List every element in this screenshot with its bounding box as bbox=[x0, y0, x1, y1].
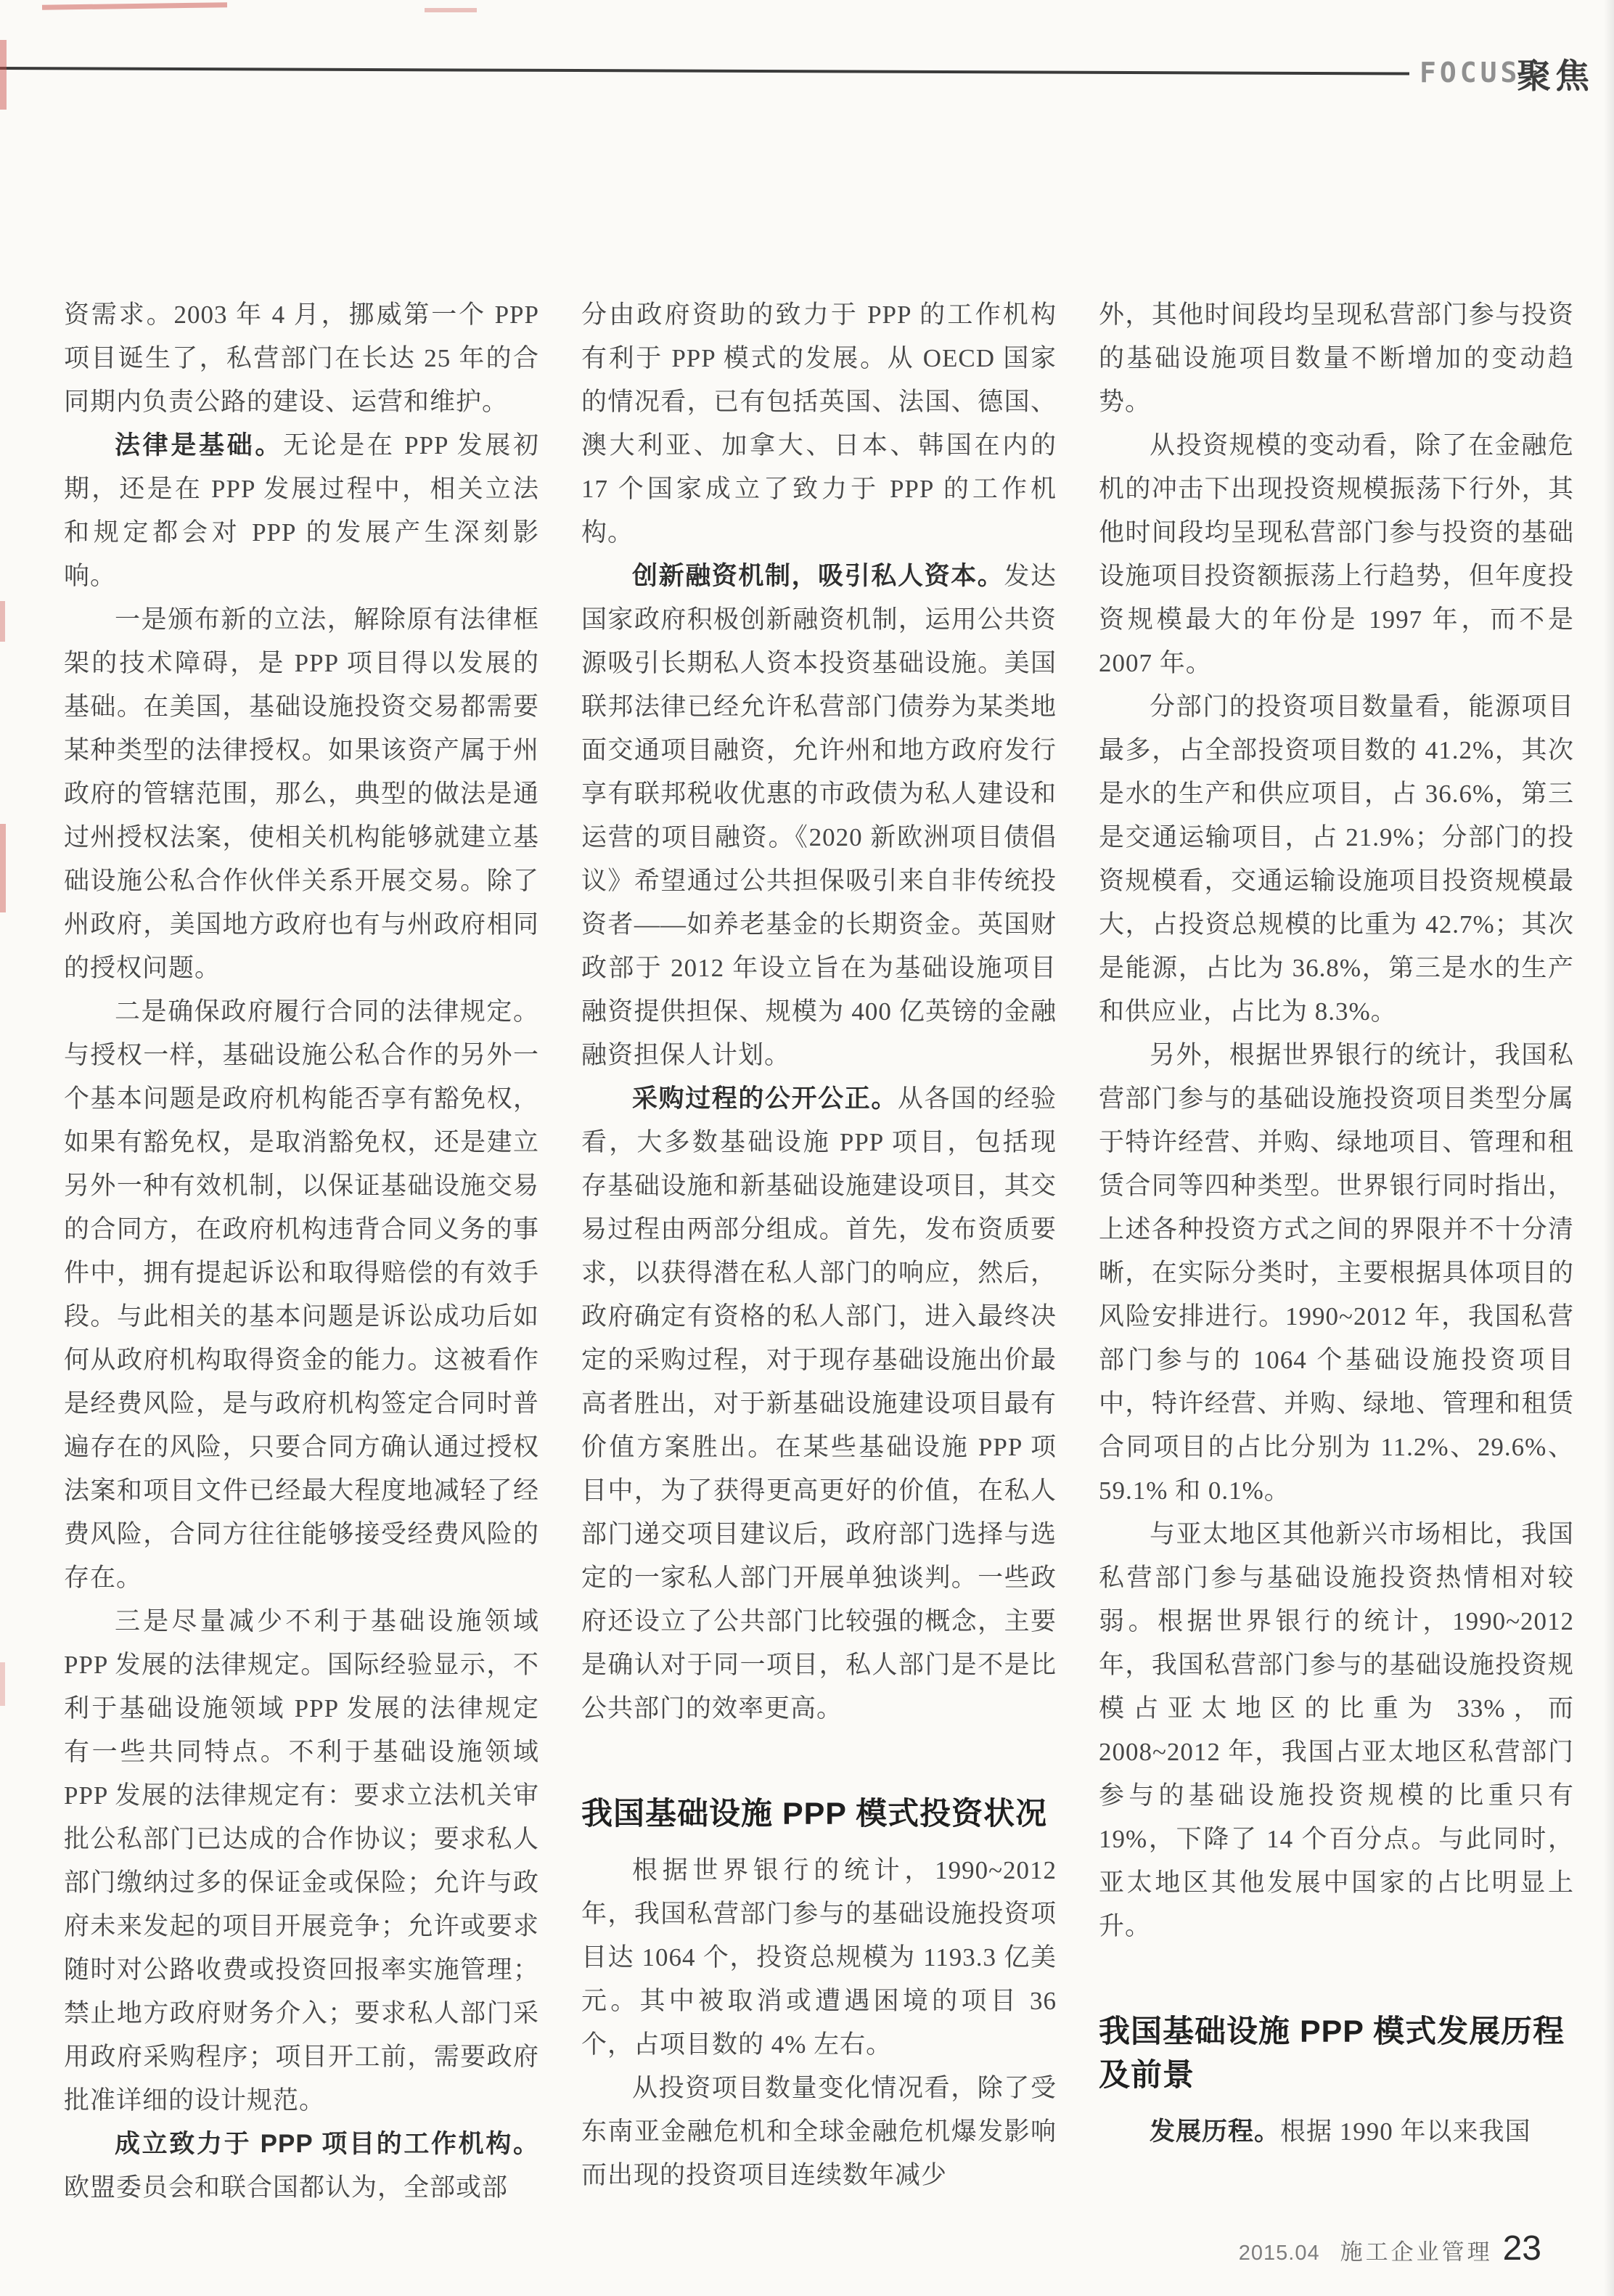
journal-title: 施工企业管理 bbox=[1340, 2239, 1493, 2265]
scan-artifact-left-3 bbox=[0, 824, 6, 912]
header-rule bbox=[0, 67, 1409, 75]
paragraph: 另外，根据世界银行的统计，我国私营部门参与的基础设施投资项目类型分属于特许经营、并购、绿地项目、管理和租赁合同等四种类型。世界银行同时指出，上述各种投资方式之间的界限并不十分清晰，在实际分类时，主要根据具体项目的风险安排进行。1990~2012 年，我国私营部门参与的 1064 个基础设施投资项目中，特许经营、并购、绿地、管理和租赁合同项目的占比分别为 11.2%、29.6%、59.1% 和 0.1%。 bbox=[1099, 1041, 1574, 1505]
paragraph: 一是颁布新的立法，解除原有法律框架的技术障碍，是 PPP 项目得以发展的基础。在美国，基础设施投资交易都需要某种类型的法律授权。如果该资产属于州政府的管辖范围，那么，典型的做法是通过州授权法案，使相关机构能够就建立基础设施公私合作伙伴关系开展交易。除了州政府，美国地方政府也有与州政府相同的授权问题。 bbox=[64, 605, 539, 982]
paragraph: 从投资规模的变动看，除了在金融危机的冲击下出现投资规模振荡下行外，其他时间段均呈现私营部门参与投资的基础设施项目投资额振荡上行趋势，但年度投资规模最大的年份是 1997 年，而不是 2007 年。 bbox=[1099, 431, 1574, 677]
paragraph: 与亚太地区其他新兴市场相比，我国私营部门参与基础设施投资热情相对较弱。根据世界银行的统计，1990~2012 年，我国私营部门参与的基础设施投资规模占亚太地区的比重为 33%，而 2008~2012 年，我国占亚太地区私营部门参与的基础设施投资规模的比重只有 19%，下降了 14 个百分点。与此同时，亚太地区其他发展中国家的占比明显上升。 bbox=[1099, 1520, 1574, 1940]
bold-lead-phrase: 创新融资机制，吸引私人资本。 bbox=[632, 562, 1004, 590]
paragraph: 成立致力于 PPP 项目的工作机构。欧盟委员会和联合国都认为，全部或部 bbox=[64, 2130, 539, 2202]
section-heading: 我国基础设施 PPP 模式投资状况 bbox=[581, 1797, 1048, 1831]
scan-edge-shadow bbox=[1604, 0, 1614, 2296]
scan-artifact-top bbox=[425, 8, 477, 12]
page-number: 23 bbox=[1502, 2229, 1541, 2268]
bold-lead-phrase: 发展历程。 bbox=[1150, 2117, 1281, 2146]
paragraph: 发展历程。根据 1990 年以来我国 bbox=[1150, 2117, 1531, 2146]
paragraph: 根据世界银行的统计，1990~2012 年，我国私营部门参与的基础设施投资项目达 1064 个，投资总规模为 1193.3 亿美元。其中被取消或遭遇困境的项目 36 个，占项目数的 4% 左右。 bbox=[581, 1856, 1057, 2059]
paragraph: 二是确保政府履行合同的法律规定。与授权一样，基础设施公私合作的另外一个基本问题是政府机构能否享有豁免权，如果有豁免权，是取消豁免权，还是建立另外一种有效机制，以保证基础设施交易的合同方，在政府机构违背合同义务的事件中，拥有提起诉讼和取得赔偿的有效手段。与此相关的基本问题是诉讼成功后如何从政府机构取得资金的能力。这被看作是经费风险，是与政府机构签定合同时普遍存在的风险，只要合同方确认通过授权法案和项目文件已经最大程度地减轻了经费风险，合同方往往能够接受经费风险的存在。 bbox=[64, 997, 539, 1592]
scan-artifact-left-4 bbox=[0, 1662, 5, 1706]
text-column-3 bbox=[1099, 293, 1574, 2210]
issue-number: 2015.04 bbox=[1238, 2242, 1320, 2265]
text-column-1 bbox=[64, 293, 539, 2210]
scan-artifact-left-2 bbox=[0, 601, 5, 642]
bold-lead-phrase: 采购过程的公开公正。 bbox=[632, 1084, 898, 1113]
section-heading: 我国基础设施 PPP 模式发展历程 及前景 bbox=[1099, 2014, 1565, 2093]
paragraph: 外，其他时间段均呈现私营部门参与投资的基础设施项目数量不断增加的变动趋势。 bbox=[1099, 301, 1574, 416]
bold-lead-phrase: 法律是基础。 bbox=[115, 431, 284, 459]
article-body bbox=[64, 293, 1574, 2210]
section-label-zh: 聚焦 bbox=[1517, 57, 1594, 95]
section-label-en: FOCUS bbox=[1420, 57, 1521, 89]
paragraph: 从投资项目数量变化情况看，除了受东南亚金融危机和全球金融危机爆发影响而出现的投资项目连续数年减少 bbox=[581, 2074, 1057, 2189]
paragraph: 创新融资机制，吸引私人资本。发达国家政府积极创新融资机制，运用公共资源吸引长期私人资本投资基础设施。美国联邦法律已经允许私营部门债券为某类地面交通项目融资，允许州和地方政府发行享有联邦税收优惠的市政债为私人建设和运营的项目融资。《2020 新欧洲项目债倡议》希望通过公共担保吸引来自非传统投资者——如养老基金的长期资金。英国财政部于 2012 年设立旨在为基础设施项目融资提供担保、规模为 400 亿英镑的金融融资担保人计划。 bbox=[581, 562, 1057, 1069]
paragraph: 分由政府资助的致力于 PPP 的工作机构有利于 PPP 模式的发展。从 OECD 国家的情况看，已有包括英国、法国、德国、澳大利亚、加拿大、日本、韩国在内的 17 个国家成立了致力于 PPP 的工作机构。 bbox=[581, 301, 1057, 547]
paragraph: 资需求。2003 年 4 月，挪威第一个 PPP 项目诞生了，私营部门在长达 25 年的合同期内负责公路的建设、运营和维护。 bbox=[64, 301, 539, 416]
paragraph: 分部门的投资项目数量看，能源项目最多，占全部投资项目数的 41.2%，其次是水的生产和供应项目，占 36.6%，第三是交通运输项目，占 21.9%；分部门的投资规模看，交通运输设施项目投资规模最大，占投资总规模的比重为 42.7%；其次是能源，占比为 36.8%，第三是水的生产和供应业，占比为 8.3%。 bbox=[1099, 693, 1574, 1026]
paragraph: 法律是基础。无论是在 PPP 发展初期，还是在 PPP 发展过程中，相关立法和规定都会对 PPP 的发展产生深刻影响。 bbox=[64, 431, 539, 590]
paragraph: 三是尽量减少不利于基础设施领域 PPP 发展的法律规定。国际经验显示，不利于基础设施领域 PPP 发展的法律规定有一些共同特点。不利于基础设施领域 PPP 发展的法律规定有：要求立法机关审批公私部门已达成的合作协议；要求私人部门缴纳过多的保证金或保险；允许与政府未来发起的项目开展竞争；允许或要求随时对公路收费或投资回报率实施管理；禁止地方政府财务介入；要求私人部门采用政府采购程序；项目开工前，需要政府批准详细的设计规范。 bbox=[64, 1607, 539, 2115]
paragraph: 采购过程的公开公正。从各国的经验看，大多数基础设施 PPP 项目，包括现存基础设施和新基础设施建设项目，其交易过程由两部分组成。首先，发布资质要求，以获得潜在私人部门的响应，然后，政府确定有资格的私人部门，进入最终决定的采购过程，对于现存基础设施出价最高者胜出，对于新基础设施建设项目最有价值方案胜出。在某些基础设施 PPP 项目中，为了获得更高更好的价值，在私人部门递交项目建议后，政府部门选择与选定的一家私人部门开展单独谈判。一些政府还设立了公共部门比较强的概念，主要是确认对于同一项目，私人部门是不是比公共部门的效率更高。 bbox=[581, 1084, 1057, 1723]
bold-lead-phrase: 成立致力于 PPP 项目的工作机构。 bbox=[115, 2130, 539, 2158]
scan-artifact-top-left bbox=[42, 2, 227, 10]
page-footer bbox=[1239, 2228, 1541, 2268]
scan-artifact-left-1 bbox=[0, 40, 7, 110]
text-column-2 bbox=[581, 293, 1057, 2210]
